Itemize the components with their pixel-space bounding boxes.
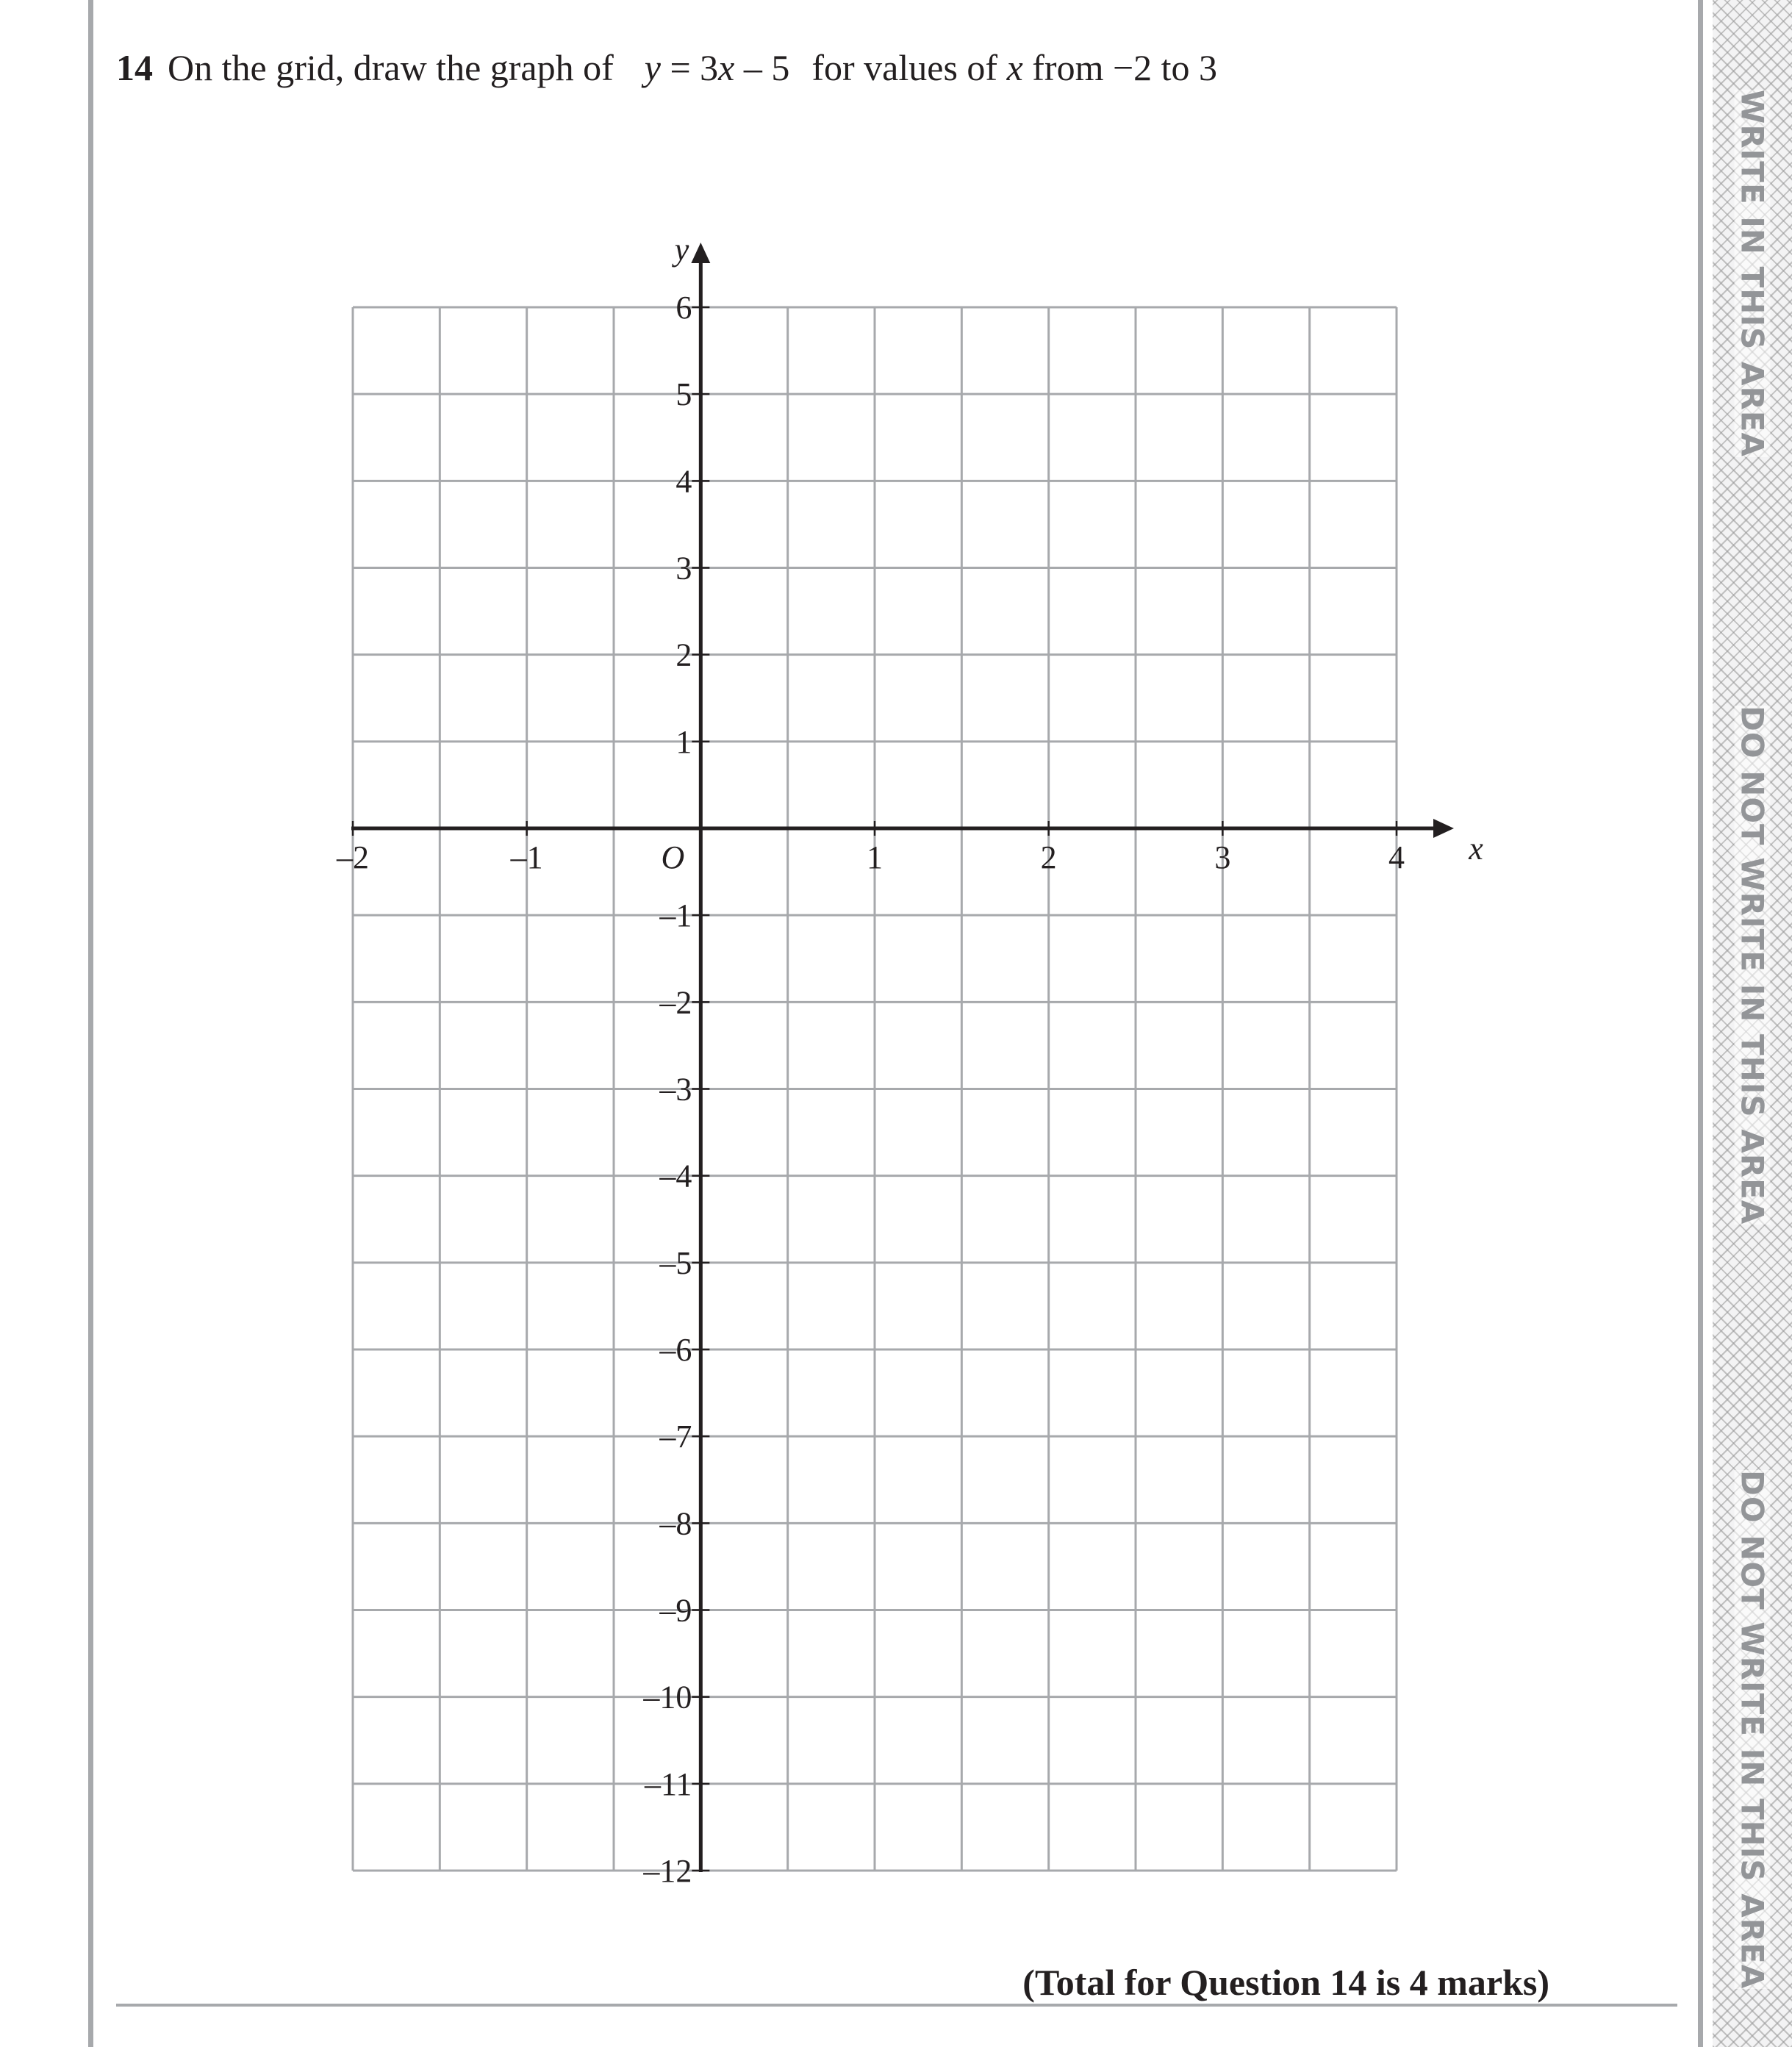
question-prompt: On the grid, draw the graph of: [168, 47, 614, 88]
y-tick-label: 3: [675, 550, 692, 587]
y-tick-label: –3: [659, 1071, 692, 1108]
y-tick-label: –5: [659, 1244, 692, 1281]
margin-label-do-not-write-1: DO NOT WRITE IN THIS AREA: [1734, 706, 1771, 1225]
range-text-x: x: [1006, 47, 1023, 88]
y-tick-label: –2: [659, 984, 692, 1021]
y-tick-label: 4: [675, 463, 692, 500]
y-tick-label: –4: [659, 1158, 692, 1194]
equation-mid: = 3: [660, 47, 719, 88]
y-tick-label: –7: [659, 1419, 692, 1455]
margin-label-do-not-write-2: DO NOT WRITE IN THIS AREA: [1734, 1470, 1771, 1990]
y-tick-label: –12: [643, 1853, 692, 1889]
question-number: 14: [116, 47, 153, 88]
equation-end: – 5: [734, 47, 790, 88]
axes: [351, 243, 1454, 1872]
y-tick-label: 2: [675, 637, 692, 673]
bottom-rule: [116, 2004, 1677, 2007]
x-tick-label: 3: [1214, 839, 1231, 875]
y-tick-label: –8: [659, 1505, 692, 1542]
x-tick-label: –1: [510, 839, 543, 875]
question-total: (Total for Question 14 is 4 marks): [1022, 1962, 1549, 2003]
grid-lines: [353, 307, 1397, 1871]
y-axis-arrow: [691, 243, 710, 263]
equation-x: x: [718, 47, 735, 88]
x-tick-label: 4: [1388, 839, 1405, 875]
margin-label-write: WRITE IN THIS AREA: [1734, 90, 1771, 457]
x-axis-arrow: [1433, 819, 1454, 838]
y-tick-label: –6: [659, 1332, 692, 1368]
y-axis-label: y: [674, 232, 689, 268]
y-tick-label: –1: [659, 897, 692, 934]
y-tick-label: 1: [675, 723, 692, 760]
y-tick-label: –11: [644, 1765, 692, 1802]
range-text-post: from −2 to 3: [1022, 47, 1218, 88]
range-text-pre: for values of: [811, 47, 1007, 88]
x-tick-label: 1: [867, 839, 883, 875]
y-tick-label: –9: [659, 1592, 692, 1629]
x-tick-label: 2: [1040, 839, 1057, 875]
x-tick-label: –2: [337, 839, 369, 875]
origin-label: O: [661, 839, 685, 875]
y-tick-label: –10: [643, 1679, 692, 1716]
x-axis-label: x: [1469, 831, 1483, 867]
equation-y: y: [644, 47, 661, 88]
y-tick-label: 5: [675, 376, 692, 413]
y-tick-label: 6: [675, 290, 692, 326]
